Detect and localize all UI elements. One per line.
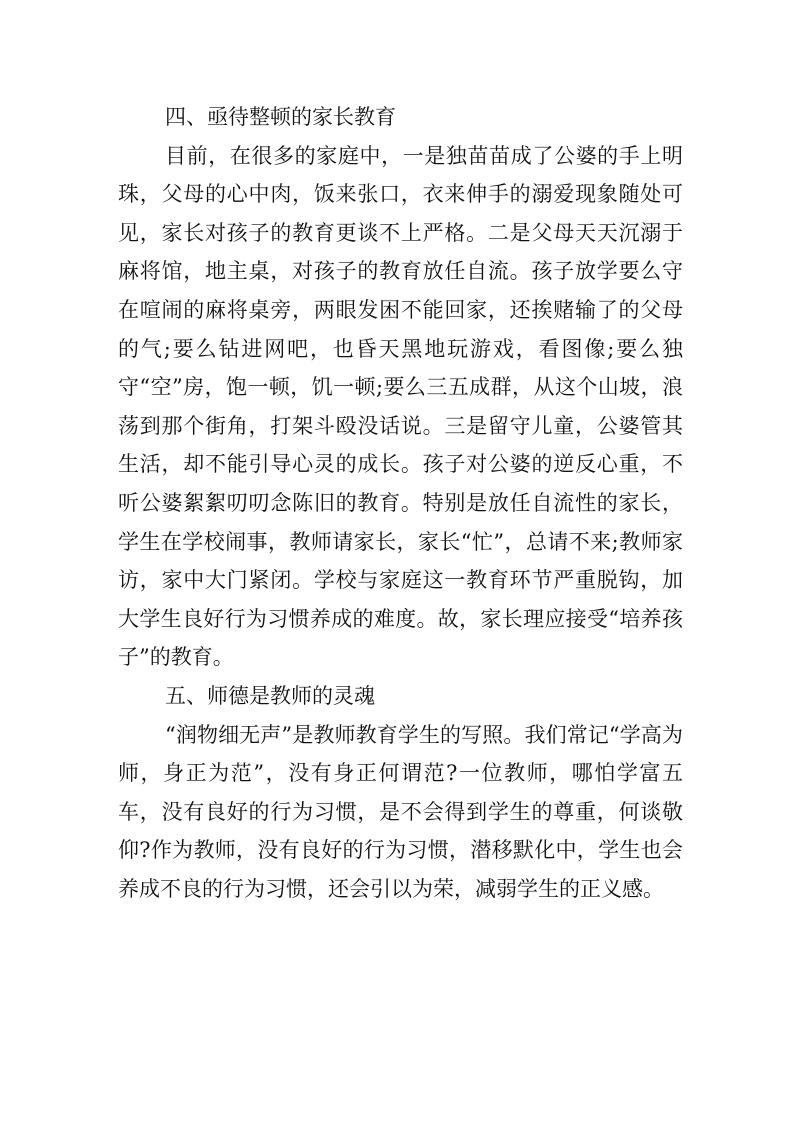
paragraph-teacher-ethics: “润物细无声”是教师教育学生的写照。我们常记“学高为师，身正为范”，没有身正何谓范?一位教师，哪怕学富五车，没有良好的行为习惯，是不会得到学生的尊重，何谈敬仰?作为教师，没有良好的行为习惯，潜移默化中，学生也会养成不良的行为习惯，还会引以为荣，减弱学生的正义感。 [118,722,683,901]
paragraph-parent-education: 目前，在很多的家庭中，一是独苗苗成了公婆的手上明珠，父母的心中肉，饭来张口，衣来伸手的溺爱现象随处可见，家长对孩子的教育更谈不上严格。二是父母天天沉溺于麻将馆，地主桌，对孩子的教育放任自流。孩子放学要么守在喧闹的麻将桌旁，两眼发困不能回家，还挨赌输了的父母的气;要么钻进网吧，也昏天黑地玩游戏，看图像;要么独守“空”房，饱一顿，饥一顿;要么三五成群，从这个山坡，浪荡到那个街角，打架斗殴没话说。三是留守儿童，公婆管其生活，却不能引导心灵的成长。孩子对公婆的逆反心重，不听公婆絮絮叨叨念陈旧的教育。特别是放任自流性的家长，学生在学校闹事，教师请家长，家长“忙”，总请不来;教师家访，家中大门紧闭。学校与家庭这一教育环节严重脱钩，加大学生良好行为习惯养成的难度。故，家长理应接受“培养孩子”的教育。 [118,143,683,670]
section-heading-teacher-ethics: 五、师德是教师的灵魂 [165,683,375,708]
section-heading-parent-education: 四、亟待整顿的家长教育 [165,105,396,129]
document-body [118,98,683,908]
